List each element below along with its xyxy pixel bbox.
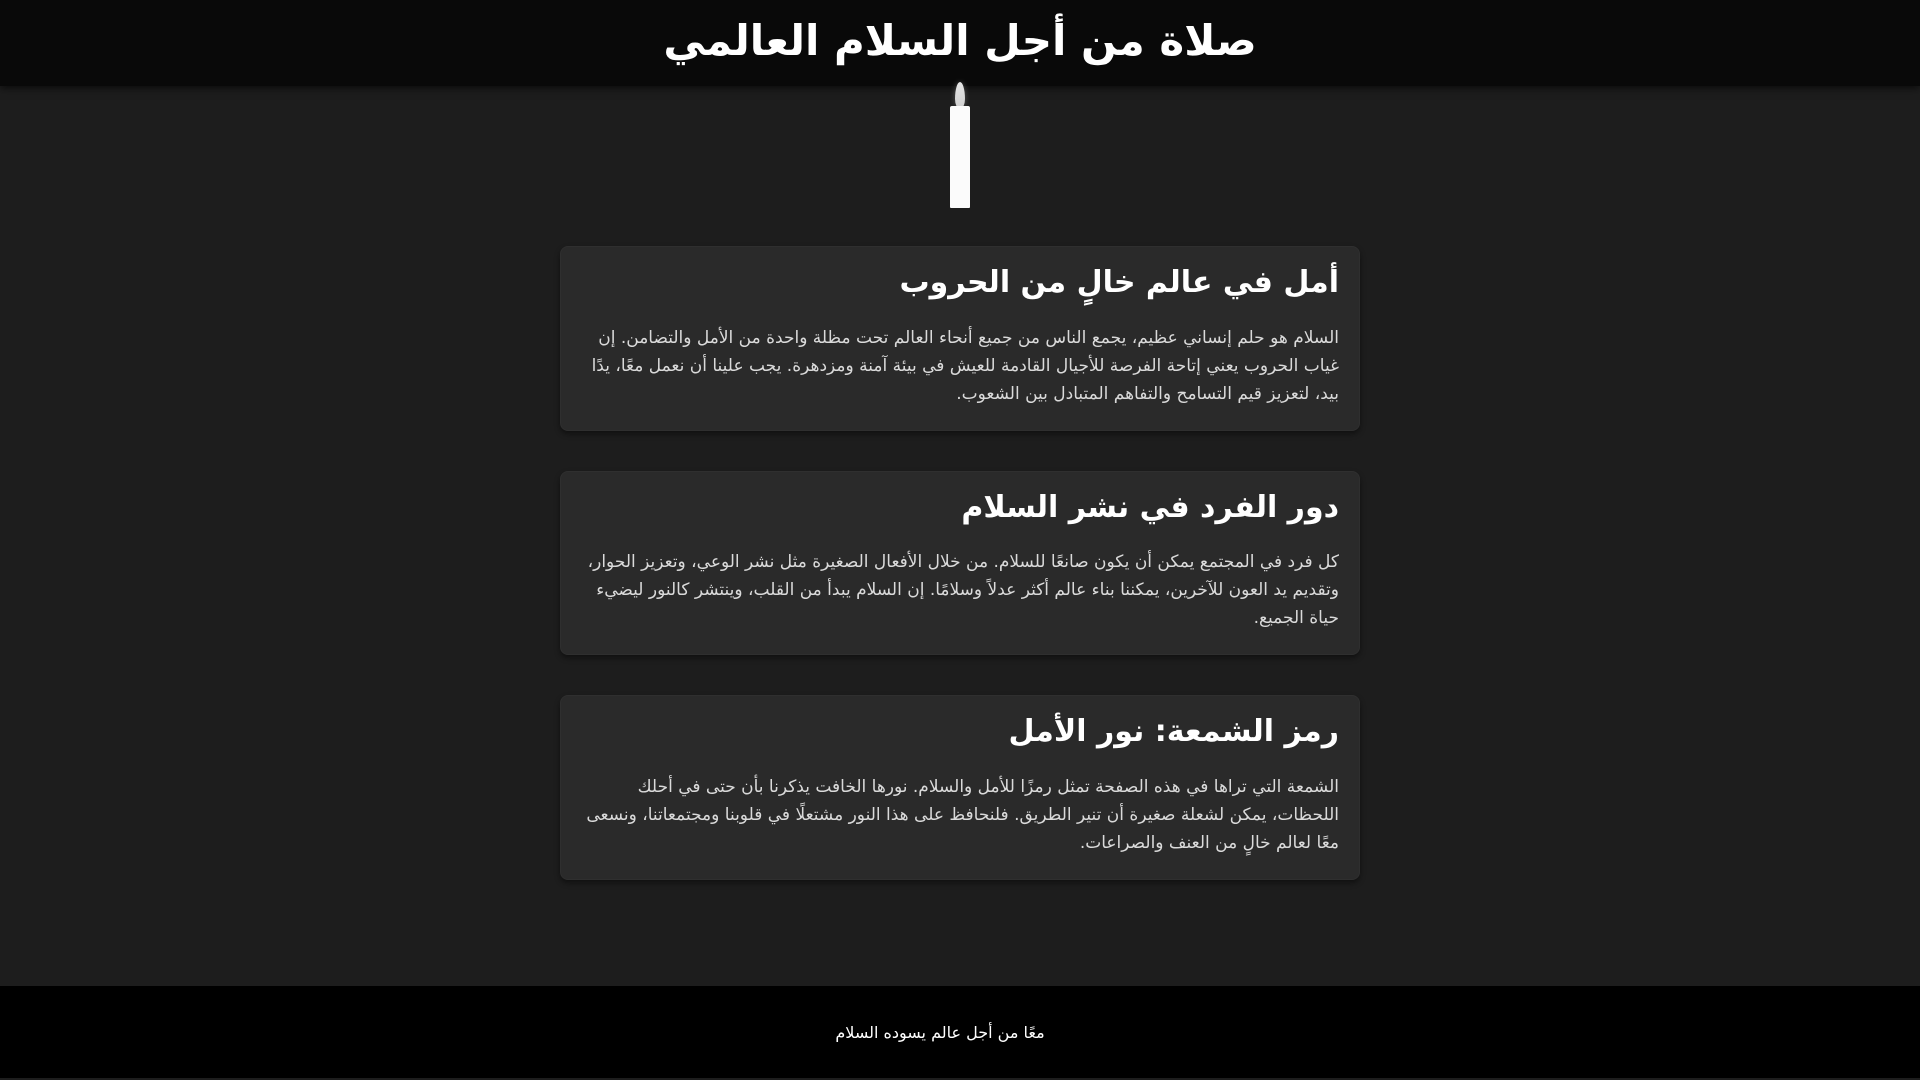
section-body: السلام هو حلم إنساني عظيم، يجمع الناس من جميع أنحاء العالم تحت مظلة واحدة من الأمل والتضامن. إن غياب الحروب يعني إتاحة الفرصة للأجيال القادمة للعيش في بيئة آمنة ومزدهرة. يجب علينا أن نعمل معًا، يدًا بيد، لتعزيز قيم التسامح والتفاهم المتبادل بين الشعوب. [591,327,1339,404]
section-title: دور الفرد في نشر السلام [961,489,1339,525]
page-title: صلاة من أجل السلام العالمي [663,16,1257,65]
candle-body [950,106,970,208]
footer-text: معًا من أجل عالم يسوده السلام [835,1022,1045,1042]
section-body: الشمعة التي تراها في هذه الصفحة تمثل رمزًا للأمل والسلام. نورها الخافت يذكرنا بأن حتى في أحلك اللحظات، يمكن لشعلة صغيرة أن تنير الطريق. فلنحافظ على هذا النور مشتعلًا في قلوبنا ومجتمعاتنا، ونسعى معًا لعالم خالٍ من العنف والصراعات. [586,776,1339,853]
section-title: رمز الشمعة: نور الأمل [1008,714,1339,749]
candle-icon [950,82,970,208]
candle-flame [955,82,965,108]
section-card-individual-role [560,471,1360,656]
section-card-hope [560,246,1360,431]
section-title: أمل في عالم خالٍ من الحروب [899,265,1339,300]
section-body: كل فرد في المجتمع يمكن أن يكون صانعًا للسلام. من خلال الأفعال الصغيرة مثل نشر الوعي، وتعزيز الحوار، وتقديم يد العون للآخرين، يمكننا بناء عالم أكثر عدلاً وسلامًا. إن السلام يبدأ من القلب، وينتشر كالنور ليضيء حياة الجميع. [587,552,1339,628]
site-footer [0,986,1920,1078]
section-card-candle-symbol [560,695,1360,880]
main-content [560,246,1360,920]
site-header [0,0,1920,86]
